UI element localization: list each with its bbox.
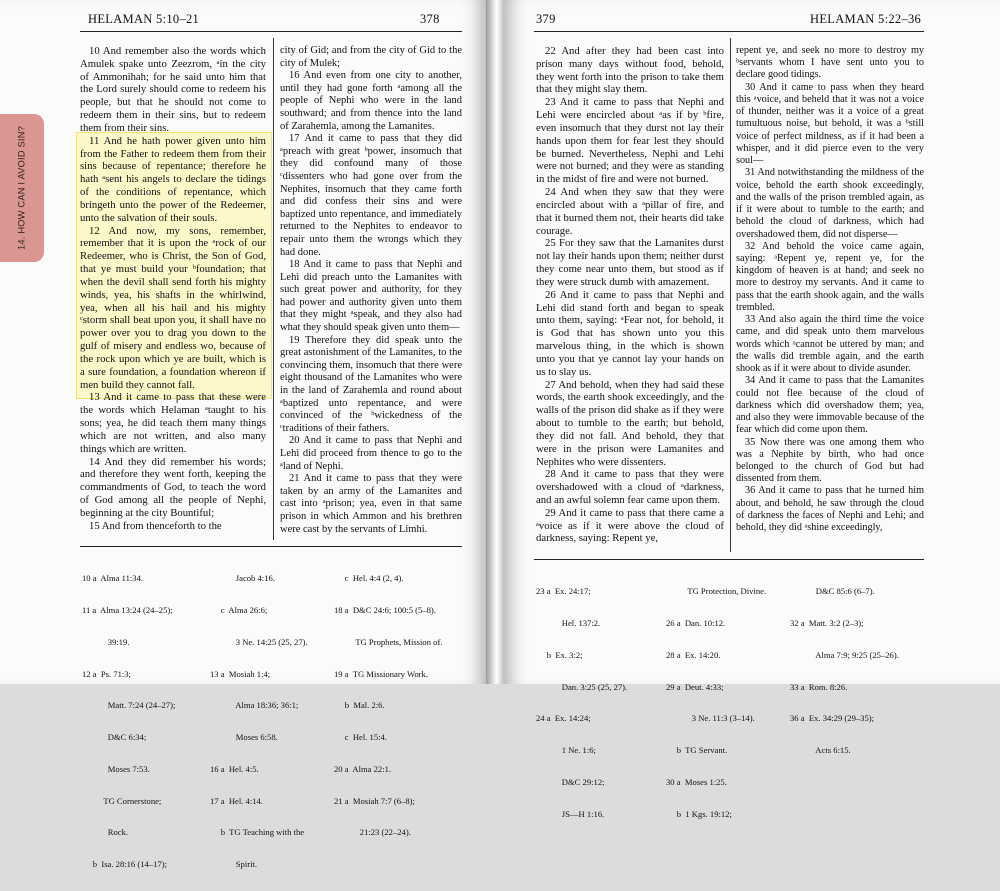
footnote[interactable]: 20 a Alma 22:1. (334, 763, 392, 774)
footnote[interactable]: Dan. 3:25 (25, 27). (536, 681, 628, 692)
verse[interactable]: 29 And it came to pass that there came a ᵃvoice as if it were above the cloud of darkness, saying: Repent ye, (536, 506, 724, 545)
footnote-rule (534, 559, 924, 560)
footnote[interactable]: 10 a Alma 11:34. (82, 573, 144, 584)
verse[interactable]: 12 And now, my sons, remember, remember that it is upon the ᵃrock of our Redeemer, who is Christ, the Son of God, that ye must build your ᵇfoundation; that when the devil shall send forth his mighty winds, yea, his shafts in the whirlwind, yea, when all his hail and his mighty ᶜstorm shall beat upon you, it shall have no power over you to drag you down to the gulf of misery and endless wo, because of the rock upon which ye are built, which is a sure foundation, a foundation whereon if men build they cannot fall. (80, 224, 266, 391)
footnote-column (536, 565, 627, 840)
verse[interactable]: 13 And it came to pass that these were the words which Helaman ᵃtaught to his sons; yea, he did teach them many things which are not written, and also many things which are written. (80, 391, 266, 455)
footnote[interactable]: 30 a Moses 1:25. (666, 776, 727, 787)
verse[interactable]: 30 And it came to pass when they heard this ᵃvoice, and beheld that it was not a voice of thunder, neither was it a voice of a great tumultuous noise, but behold, it was a ᵇstill voice of perfect mildness, as if it had been a whisper, and it did pierce even to the very soul— (736, 81, 924, 167)
verse[interactable]: 11 And he hath power given unto him from the Father to redeem them from their sins because of repentance; therefore he hath ᵃsent his angels to declare the tidings of the conditions of repentance, which bringeth unto the power of the Redeemer, unto the salvation of their souls. (80, 134, 266, 224)
verse[interactable]: 33 And also again the third time the voice came, and did speak unto them marvelous words which ᵃcannot be uttered by man; and the walls did tremble again, and the earth shook as if it were about to divide asunder. (736, 314, 924, 375)
footnote[interactable]: Alma 18:36; 36:1; (210, 700, 299, 711)
footnote[interactable]: D&C 85:6 (6–7). (790, 586, 875, 597)
right-column-2 (736, 45, 924, 534)
footnote[interactable]: 3 Ne. 11:3 (3–14). (666, 713, 755, 724)
footnote-rule (80, 546, 462, 547)
verse[interactable]: 17 And it came to pass that they did ᵃpreach with great ᵇpower, insomuch that they did confound many of those ᶜdissenters who had gone over from the Nephites, insomuch that they came forth and did confess their sins and were baptized unto repentance, and immediately returned to the Nephites to endeavor to repair unto them the wrongs which they had done. (280, 133, 462, 258)
verse[interactable]: 26 And it came to pass that Nephi and Lehi did stand forth and began to speak unto them, saying: ᵃFear not, for behold, it is God that has shown unto you this marvelous thing, in the which is shown unto you that ye cannot lay your hands on us to slay us. (536, 288, 724, 378)
footnote[interactable]: 1 Ne. 1:6; (536, 745, 596, 756)
running-head-left: HELAMAN 5:10–21 (88, 12, 200, 26)
footnote[interactable]: 3 Ne. 14:25 (25, 27). (210, 636, 308, 647)
footnote[interactable]: 18 a D&C 24:6; 100:5 (5–8). (334, 604, 436, 615)
footnote[interactable]: D&C 6:34; (82, 732, 147, 743)
footnote[interactable]: 33 a Rom. 8:26. (790, 681, 848, 692)
verse[interactable]: city of Gid; and from the city of Gid to the city of Mulek; (280, 45, 462, 69)
verse[interactable]: 24 And when they saw that they were encircled about with a ᵃpillar of fire, and that it burned them not, their hearts did take courage. (536, 186, 724, 237)
verse[interactable]: 32 And behold the voice came again, saying: ᵃRepent ye, repent ye, for the kingdom of heaven is at hand; and seek no more to destroy my servants. And it came to pass that the earth shook again, and the walls trembled. (736, 240, 924, 313)
verse[interactable]: 27 And behold, when they had said these words, the earth shook exceedingly, and the walls of the prison did shake as if they were about to tumble to the earth; but behold, they did not fall. And behold, they that were in the prison were Lamanites and Nephites who were dissenters. (536, 378, 724, 468)
topic-side-tab-label: 14. HOW CAN I AVOID SIN? (16, 126, 27, 250)
column-divider (730, 38, 731, 552)
left-page (0, 0, 486, 870)
footnote[interactable]: 29 a Deut. 4:33; (666, 681, 724, 692)
footnote[interactable]: 21 a Mosiah 7:7 (6–8); (334, 795, 415, 806)
verse[interactable]: 25 For they saw that the Lamanites durst not lay their hands upon them; neither durst they come near unto them, but stood as if they were struck dumb with amazement. (536, 237, 724, 288)
footnote-column (82, 552, 175, 891)
footnote: 39:19. (82, 636, 130, 647)
footnote[interactable]: TG Prophets, Mission of. (334, 636, 443, 647)
verse[interactable]: 28 And it came to pass that they were overshadowed with a cloud of ᵃdarkness, and an awful solemn fear came upon them. (536, 468, 724, 506)
footnote[interactable]: Hel. 137:2. (536, 617, 601, 628)
verse[interactable]: 10 And remember also the words which Amulek spake unto Zeezrom, ᵃin the city of Ammonihah; for he said unto him that the Lord surely should come to redeem his people, but that he should not come to redeem them in their sins, but to redeem them from their sins. (80, 45, 266, 134)
footnote[interactable]: D&C 29:12; (536, 776, 605, 787)
verse[interactable]: 18 And it came to pass that Nephi and Lehi did preach unto the Lamanites with such great power and authority, for they had power and authority given unto them that they might ᵃspeak, and they also had what they should speak given unto them— (280, 259, 462, 334)
topic-side-tab[interactable] (0, 114, 44, 262)
verse[interactable]: 36 And it came to pass that he turned him about, and behold, he saw through the cloud of darkness the faces of Nephi and Lehi; and behold, they did ᵃshine exceedingly, (736, 485, 924, 534)
verse[interactable]: 35 Now there was one among them who was a Nephite by birth, who had once belonged to the church of God but had dissented from them. (736, 436, 924, 485)
footnote[interactable]: Moses 6:58. (210, 732, 278, 743)
column-divider (273, 38, 274, 540)
verse[interactable]: 34 And it came to pass that the Lamanites could not flee because of the cloud of darkness which did overshadow them; yea, and also they were immovable because of the fear which did come upon them. (736, 375, 924, 436)
book-gutter (486, 0, 504, 684)
footnote[interactable]: b TG Servant. (666, 745, 728, 756)
footnote[interactable]: 23 a Ex. 24:17; (536, 586, 591, 597)
footnote[interactable]: b 1 Kgs. 19:12; (666, 808, 732, 819)
footnote[interactable]: Matt. 7:24 (24–27); (82, 700, 176, 711)
footnote[interactable]: Alma 7:9; 9:25 (25–26). (790, 649, 899, 660)
verse[interactable]: 23 And it came to pass that Nephi and Lehi were encircled about ᵃas if by ᵇfire, even insomuch that they durst not lay their hands upon them for fear lest they should be burned. Nevertheless, Nephi and Lehi were not burned; and they were as standing in the midst of fire and were not burned. (536, 96, 724, 186)
header-rule (534, 31, 924, 32)
footnote-column (790, 565, 899, 777)
verse[interactable]: 16 And even from one city to another, until they had gone forth ᵃamong all the people of Nephi who were in the land southward; and from thence into the land of Zarahemla, among the Lamanites. (280, 70, 462, 132)
verse[interactable]: 20 And it came to pass that Nephi and Lehi did proceed from thence to go to the ᵃland of Nephi. (280, 435, 462, 472)
running-head-right: HELAMAN 5:22–36 (810, 12, 922, 26)
verse[interactable]: 21 And it came to pass that they were taken by an army of the Lamanites and cast into ᵃprison; yea, even in that same prison in which Ammon and his brethren were cast by the servants of Limhi. (280, 473, 462, 535)
footnote[interactable]: 16 a Hel. 4:5. (210, 763, 259, 774)
footnote-column (210, 552, 308, 891)
right-page (504, 0, 1000, 819)
footnote[interactable]: 19 a TG Missionary Work. (334, 668, 428, 679)
footnote[interactable]: b Mal. 2:6. (334, 700, 385, 711)
verse[interactable]: 15 And from thenceforth to the (89, 519, 222, 532)
footnote[interactable]: 28 a Ex. 14:20. (666, 649, 721, 660)
footnote[interactable]: 36 a Ex. 34:29 (29–35); (790, 713, 875, 724)
verse[interactable]: repent ye, and seek no more to destroy my ᵇservants whom I have sent unto you to declare good tidings. (736, 45, 924, 81)
verse[interactable]: 19 Therefore they did speak unto the great astonishment of the Lamanites, to the convincing them, insomuch that there were eight thousand of the Lamanites who were in the land of Zarahemla and round about ᵃbaptized unto repentance, and were convinced of the ᵇwickedness of the ᶜtraditions of their fathers. (280, 334, 462, 434)
footnote[interactable]: JS—H 1:16. (536, 808, 605, 819)
footnote[interactable]: Acts 6:15. (790, 745, 851, 756)
footnote[interactable]: 24 a Ex. 14:24; (536, 713, 591, 724)
verse[interactable]: 31 And notwithstanding the mildness of the voice, behold the earth shook exceedingly, and the walls of the prison trembled again, as if it were about to tumble to the earth; and behold the cloud of darkness, which had overshadowed them, did not disperse— (736, 167, 924, 240)
left-column-2 (280, 45, 462, 536)
footnote: Spirit. (210, 859, 258, 870)
footnote[interactable]: TG Cornerstone; (82, 795, 162, 806)
verse[interactable]: 22 And after they had been cast into prison many days without food, behold, they went forth into the prison to take them that they might slay them. (536, 45, 724, 96)
verse[interactable]: 14 And they did remember his words; and therefore they went forth, keeping the commandments of God, to teach the word of God among all the people of Nephi, beginning at the city Bountiful; (80, 455, 266, 519)
footnote[interactable]: b Isa. 28:16 (14–17); (82, 859, 167, 870)
footnote[interactable]: 17 a Hel. 4:14. (210, 795, 263, 806)
footnote-column (666, 565, 766, 840)
footnote[interactable]: 13 a Mosiah 1:4; (210, 668, 271, 679)
footnote[interactable]: c Hel. 15:4. (334, 732, 387, 743)
footnote[interactable]: 11 a Alma 13:24 (24–25); (82, 604, 173, 615)
footnote[interactable]: 12 a Ps. 71:3; (82, 668, 131, 679)
right-column-1 (536, 45, 724, 545)
footnote[interactable]: c Hel. 4:4 (2, 4). (334, 573, 404, 584)
footnote: Rock. (82, 827, 129, 838)
page-number-left: 378 (420, 12, 440, 26)
footnote[interactable]: 32 a Matt. 3:2 (2–3); (790, 617, 864, 628)
header-rule (80, 31, 462, 32)
footnote[interactable]: b TG Teaching with the (210, 827, 305, 838)
footnote[interactable]: 26 a Dan. 10:12. (666, 617, 726, 628)
footnote[interactable]: c Alma 26:6; (210, 604, 268, 615)
footnote[interactable]: TG Protection, Divine. (666, 586, 767, 597)
footnote[interactable]: Jacob 4:16. (210, 573, 275, 584)
footnote[interactable]: b Ex. 3:2; (536, 649, 583, 660)
left-column-1 (80, 45, 266, 532)
page-number-right: 379 (536, 12, 556, 26)
footnote-column (334, 552, 442, 859)
footnote: 21:23 (22–24). (334, 827, 411, 838)
footnote[interactable]: Moses 7:53. (82, 763, 150, 774)
